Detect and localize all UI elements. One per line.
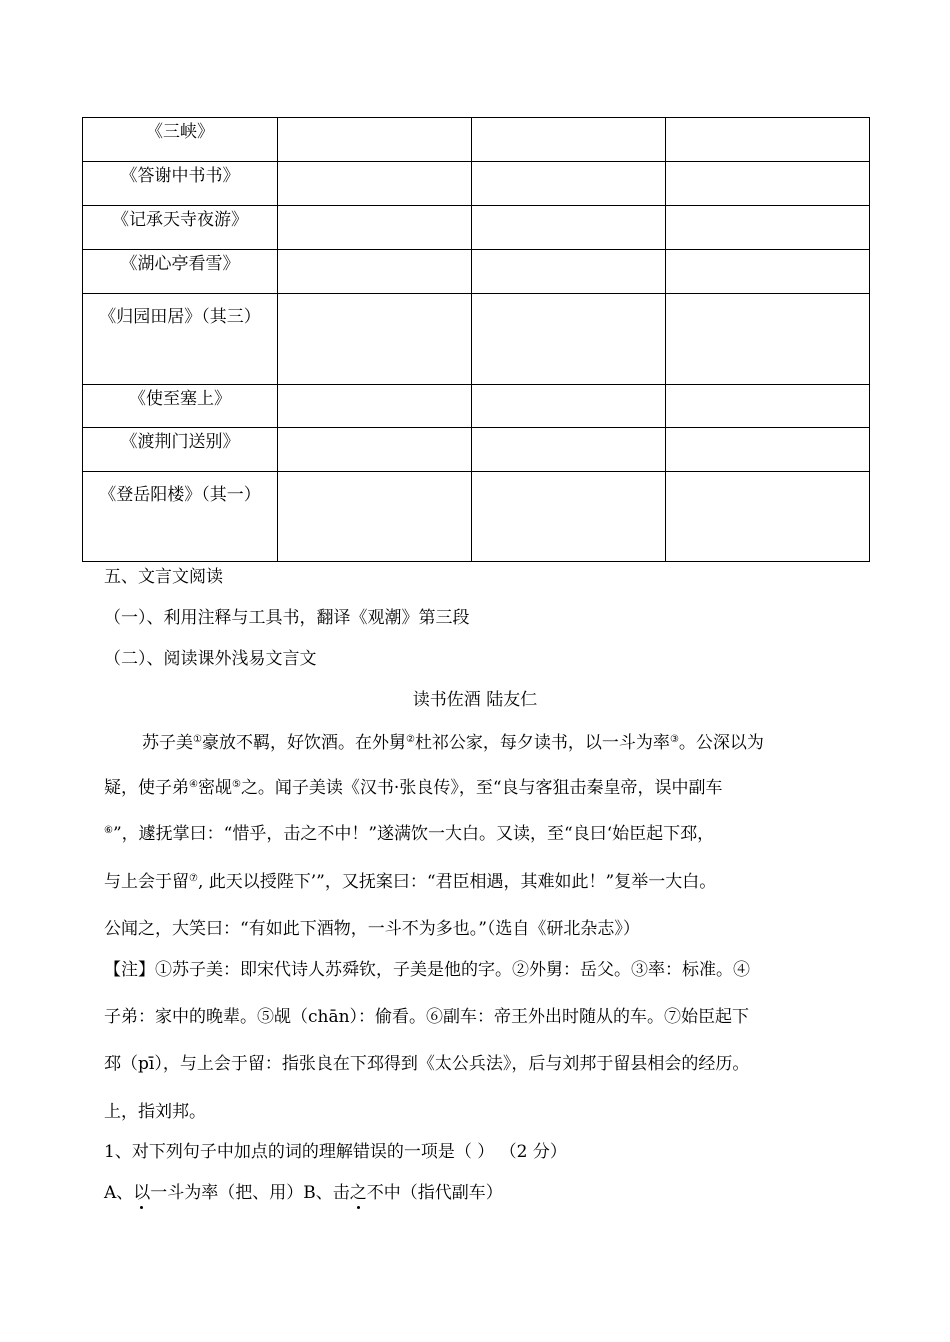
blank-cell[interactable]	[666, 206, 870, 250]
table-row	[83, 250, 870, 294]
blank-cell[interactable]	[666, 118, 870, 162]
note-mark: ②	[405, 734, 415, 745]
poem-title-cell: 《登岳阳楼》（其一）	[83, 472, 278, 562]
blank-cell[interactable]	[278, 472, 472, 562]
blank-cell[interactable]	[472, 428, 666, 472]
blank-cell[interactable]	[472, 294, 666, 385]
passage-line: ⑥”，遽抚掌曰：“惜乎，击之不中！”遂满饮一大白。又读，至“良曰‘始臣起下邳，	[104, 824, 715, 844]
passage-line: 苏子美①豪放不羁，好饮酒。在外舅②杜祁公家，每夕读书，以一斗为率③。公深以为	[142, 733, 764, 753]
poem-title-cell: 《归园田居》（其三）	[83, 294, 278, 385]
poem-title-cell: 《记承天寺夜游》	[83, 206, 278, 250]
note-mark: ⑦	[189, 873, 198, 884]
subsection-2: （二）、阅读课外浅易文言文	[104, 649, 317, 669]
poem-title-cell: 《答谢中书书》	[83, 162, 278, 206]
blank-cell[interactable]	[666, 472, 870, 562]
notes-line: 邳（pī），与上会于留：指张良在下邳得到《太公兵法》，后与刘邦于留县相会的经历。	[104, 1054, 750, 1074]
note-mark: ③	[669, 734, 679, 745]
note-mark: ①	[193, 734, 202, 745]
poem-title-cell: 《湖心亭看雪》	[83, 250, 278, 294]
table-row	[83, 472, 870, 562]
dotted-character: 以	[133, 1183, 151, 1203]
poem-title-cell: 《三峡》	[83, 118, 278, 162]
note-mark: ④	[189, 779, 198, 790]
note-mark: ⑤	[231, 779, 241, 790]
blank-cell[interactable]	[666, 250, 870, 294]
blank-cell[interactable]	[278, 118, 472, 162]
note-mark: ⑥	[104, 825, 113, 836]
blank-cell[interactable]	[278, 162, 472, 206]
question-options: A、以一斗为率（把、用）B、击之不中（指代副车）	[104, 1183, 503, 1203]
section-heading: 五、文言文阅读	[104, 567, 223, 587]
table-row	[83, 385, 870, 428]
poem-title-cell: 《渡荆门送别》	[83, 428, 278, 472]
poem-title-cell: 《使至塞上》	[83, 385, 278, 428]
blank-cell[interactable]	[472, 250, 666, 294]
question-stem: 1、对下列句子中加点的词的理解错误的一项是（ ） （2 分）	[104, 1142, 567, 1162]
table-row	[83, 118, 870, 162]
notes-line: 上，指刘邦。	[104, 1102, 206, 1122]
blank-cell[interactable]	[472, 206, 666, 250]
blank-cell[interactable]	[666, 428, 870, 472]
blank-cell[interactable]	[278, 428, 472, 472]
passage-line: 与上会于留⑦, 此天以授陛下’”，又抚案曰：“君臣相遇，其难如此！”复举一大白。	[104, 872, 717, 892]
table-row	[83, 294, 870, 385]
poem-table	[82, 117, 870, 562]
blank-cell[interactable]	[666, 294, 870, 385]
article-title: 读书佐酒 陆友仁	[412, 690, 538, 710]
passage-line: 公闻之，大笑曰：“有如此下酒物，一斗不为多也。”（选自《研北杂志》）	[104, 919, 640, 939]
blank-cell[interactable]	[278, 250, 472, 294]
blank-cell[interactable]	[666, 385, 870, 428]
subsection-1: （一）、利用注释与工具书，翻译《观潮》第三段	[104, 608, 470, 628]
blank-cell[interactable]	[278, 385, 472, 428]
notes-line: 子弟：家中的晚辈。⑤觇（chān）：偷看。⑥副车：帝王外出时随从的车。⑦始臣起下	[104, 1007, 750, 1027]
blank-cell[interactable]	[472, 472, 666, 562]
passage-line: 疑，使子弟④密觇⑤之。闻子美读《汉书·张良传》，至“良与客狙击秦皇帝，误中副车	[104, 778, 723, 798]
table-row	[83, 162, 870, 206]
table-row	[83, 206, 870, 250]
blank-cell[interactable]	[472, 118, 666, 162]
blank-cell[interactable]	[278, 206, 472, 250]
blank-cell[interactable]	[472, 385, 666, 428]
blank-cell[interactable]	[666, 162, 870, 206]
blank-cell[interactable]	[472, 162, 666, 206]
table-row	[83, 428, 870, 472]
dotted-character: 之	[349, 1183, 367, 1203]
blank-cell[interactable]	[278, 294, 472, 385]
notes-line: 【注】①苏子美：即宋代诗人苏舜钦，子美是他的字。②外舅：岳父。③率：标准。④	[104, 960, 750, 980]
